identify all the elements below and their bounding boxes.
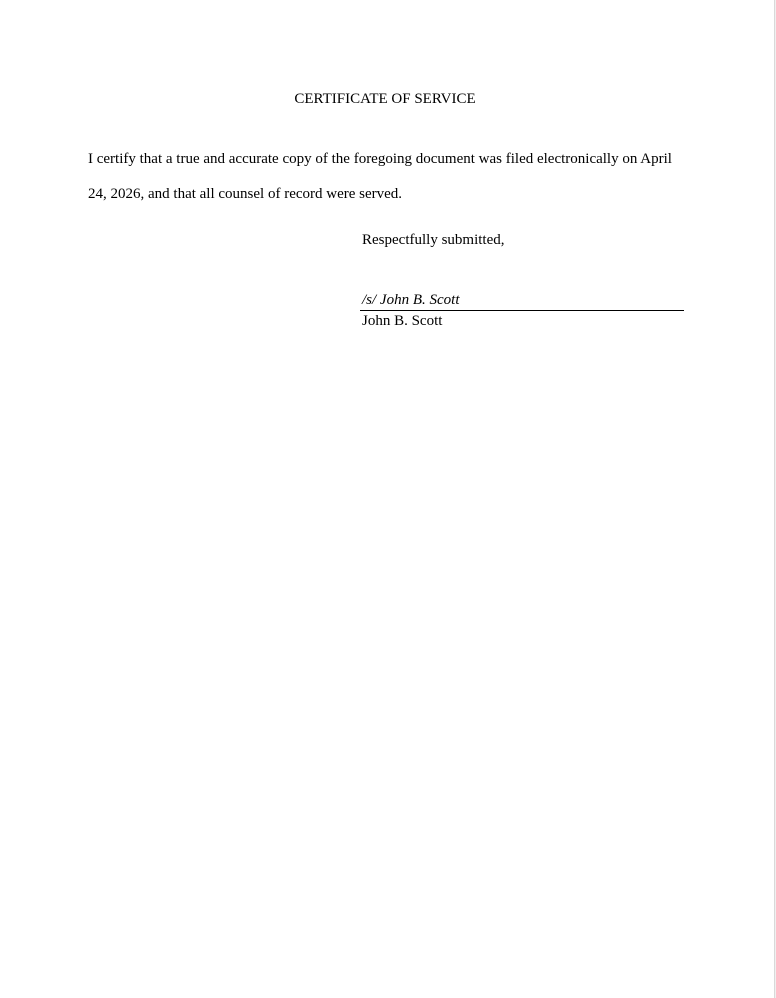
signature-block xyxy=(360,291,684,330)
signer-name: John B. Scott xyxy=(362,313,443,329)
certification-paragraph: I certify that a true and accurate copy of the foregoing document was filed electronically on April 24, 2026, and that all counsel of record were served. xyxy=(88,151,672,202)
closing-line: Respectfully submitted, xyxy=(362,232,505,248)
electronic-signature: /s/ John B. Scott xyxy=(360,291,684,311)
document-title: CERTIFICATE OF SERVICE xyxy=(294,91,476,107)
